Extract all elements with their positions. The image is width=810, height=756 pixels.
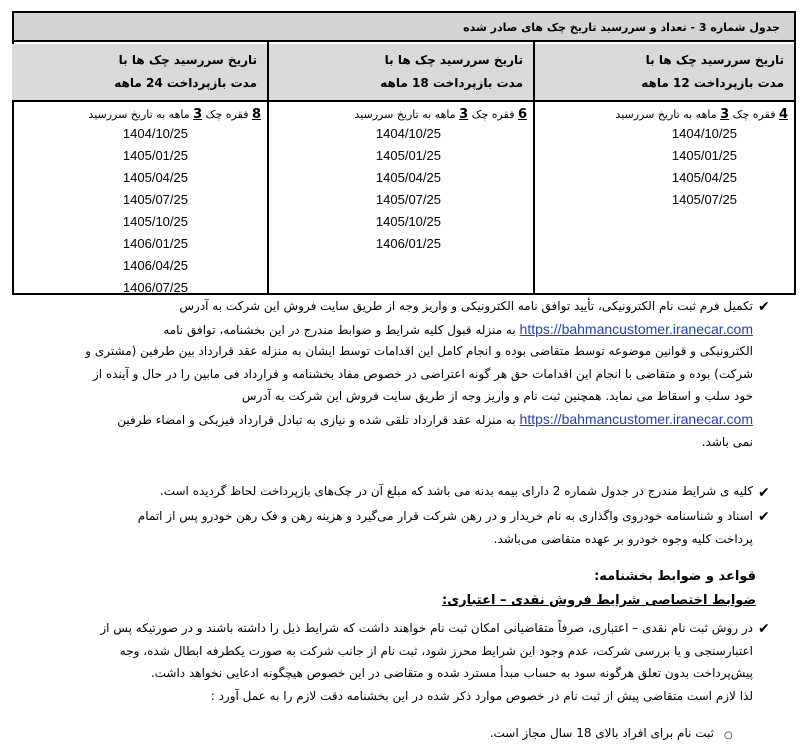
cheque-count: 4 [778,107,788,122]
paragraph-line [41,408,753,431]
paragraph-line: شرکت) بوده و متقاضی با انجام این اقدامات حق هر گونه اعتراضی در خصوص مفاد بخشنامه و قرارداد فی مابین را در حال و آینده از [92,366,753,381]
paragraph-line: لذا لازم است متقاضی پیش از ثبت نام در خصوص موارد ذکر شده در این بخشنامه دقت لازم را به عمل آورد : [210,688,753,703]
cheque-count: 8 [251,107,261,122]
requirement-text: ثبت نام برای افراد بالای 18 سال مجاز است. [489,726,714,740]
due-date: 1405/04/25 [671,170,737,185]
due-date: 1406/01/25 [122,236,188,251]
check-arrow-icon: ✔ [758,621,770,637]
paragraph-line: پرداخت کلیه وجوه خودرو بر عهده متقاضی می‌باشد. [493,531,753,546]
date-list [269,123,533,255]
paragraph-line: نمی باشد. [701,434,753,449]
column-body-12 [535,102,794,293]
interval-months: 3 [459,107,469,122]
interval-months: 3 [720,107,730,122]
column-header-18 [269,44,533,102]
column-intro [12,107,267,123]
check-arrow-icon: ✔ [758,299,770,315]
due-date-table [12,11,796,295]
paragraph-text: به منزله عقد قرارداد تلقی شده و نیازی به تبادل قرارداد فیزیکی و امضاء طرفین [117,412,516,427]
due-date: 1405/10/25 [122,214,188,229]
paragraph-line: کلیه ی شرایط مندرج در جدول شماره 2 دارای بیمه بدنه می باشد که مبلغ آن در چک‌های بازپرداخت لحاظ گردیده است. [159,484,753,498]
due-date: 1405/07/25 [122,192,188,207]
paragraph-cash-credit [41,617,753,707]
column-body-24 [12,102,267,293]
due-date: 1405/07/25 [375,192,441,207]
due-date: 1405/01/25 [122,148,188,163]
sales-site-link[interactable]: https://bahmancustomer.iranecar.com [519,320,753,337]
small-circle-bullet-icon: ○ [724,730,733,741]
date-list [535,123,794,211]
check-arrow-icon: ✔ [758,485,770,501]
column-header-12 [535,44,794,102]
header-line: تاریخ سررسید چک ها با [384,53,523,67]
paragraph-registration [41,295,753,453]
paragraph-text: به منزله قبول کلیه شرایط و ضوابط مندرج در این بخشنامه، توافق نامه [163,322,516,337]
header-line: تاریخ سررسید چک ها با [645,53,784,67]
header-line: تاریخ سررسید چک ها با [118,53,257,67]
intro-text: ماهه به تاریخ سررسید [354,108,456,121]
paragraph-line: اسناد و شناسنامه خودروی واگذاری به نام خریدار و در رهن شرکت قرار می‌گیرد و هزینه رهن و فک رهن خودرو پس از اتمام [137,509,753,523]
interval-months: 3 [193,107,203,122]
due-date: 1404/10/25 [375,126,441,141]
intro-text: فقره چک [471,108,515,121]
intro-text: ماهه به تاریخ سررسید [615,108,717,121]
due-date: 1406/01/25 [375,236,441,251]
paragraph-insurance [41,480,753,503]
due-date: 1405/04/25 [122,170,188,185]
section-heading: قواعد و ضوابط بخشنامه: [594,569,756,584]
column-intro [535,107,794,123]
date-list [12,123,267,299]
paragraph-line: خود سلب و اسقاط می نماید. همچنین ثبت نام و واریز وجه از طریق سایت فروش این شرکت به آدرس [241,389,753,404]
column-body-18 [269,102,533,293]
due-date: 1406/07/25 [122,280,188,295]
requirement-item [490,722,714,745]
due-date: 1405/10/25 [375,214,441,229]
table-title: جدول شماره 3 - تعداد و سررسید تاریخ چک های صادر شده [14,13,794,42]
cheque-count: 6 [517,107,527,122]
check-arrow-icon: ✔ [758,509,770,525]
due-date: 1404/10/25 [671,126,737,141]
header-line: مدت بازپرداخت 24 ماهه [114,76,257,90]
intro-text: فقره چک [205,108,249,121]
section-subheading: ضوابط اختصاصی شرایط فروش نقدی – اعتباری: [442,593,756,608]
column-intro [269,107,533,123]
paragraph-documents [41,505,753,550]
due-date: 1405/07/25 [671,192,737,207]
intro-text: ماهه به تاریخ سررسید [88,108,190,121]
due-date: 1404/10/25 [122,126,188,141]
column-header-24 [12,44,267,102]
header-line: مدت بازپرداخت 12 ماهه [641,76,784,90]
sales-site-link[interactable]: https://bahmancustomer.iranecar.com [519,410,753,427]
intro-text: فقره چک [732,108,776,121]
paragraph-line: در روش ثبت نام نقدی – اعتباری، صرفاً متقاضیانی امکان ثبت نام خواهند داشت که شرایط ذیل را داشته باشند و در صورتیکه پس از [100,621,753,635]
header-line: مدت بازپرداخت 18 ماهه [380,76,523,90]
paragraph-line: اعتبارسنجی و یا بررسی شرکت، عدم وجود این شرایط محرز شود، ثبت نام از جانب شرکت به صورت یکطرفه ابطال شده، وجه [119,643,753,658]
due-date: 1405/01/25 [671,148,737,163]
due-date: 1405/04/25 [375,170,441,185]
due-date: 1406/04/25 [122,258,188,273]
due-date: 1405/01/25 [375,148,441,163]
paragraph-line [41,318,753,341]
paragraph-line: پیش‌پرداخت بدون تعلق هرگونه سود به حساب مبدأ مسترد شده و متقاضی در این خصوص هیچگونه ادعایی نخواهد داشت. [150,666,753,681]
paragraph-line: الکترونیکی و قوانین موضوعه توسط متقاضی بوده و انجام کامل این اقدامات توسط ایشان به منزله عقد قرارداد بین طرفین (مشتری و [85,344,753,359]
paragraph-line: تکمیل فرم ثبت نام الکترونیکی، تأیید توافق نامه الکترونیکی و واریز وجه از طریق سایت فروش این شرکت به آدرس [179,299,753,313]
